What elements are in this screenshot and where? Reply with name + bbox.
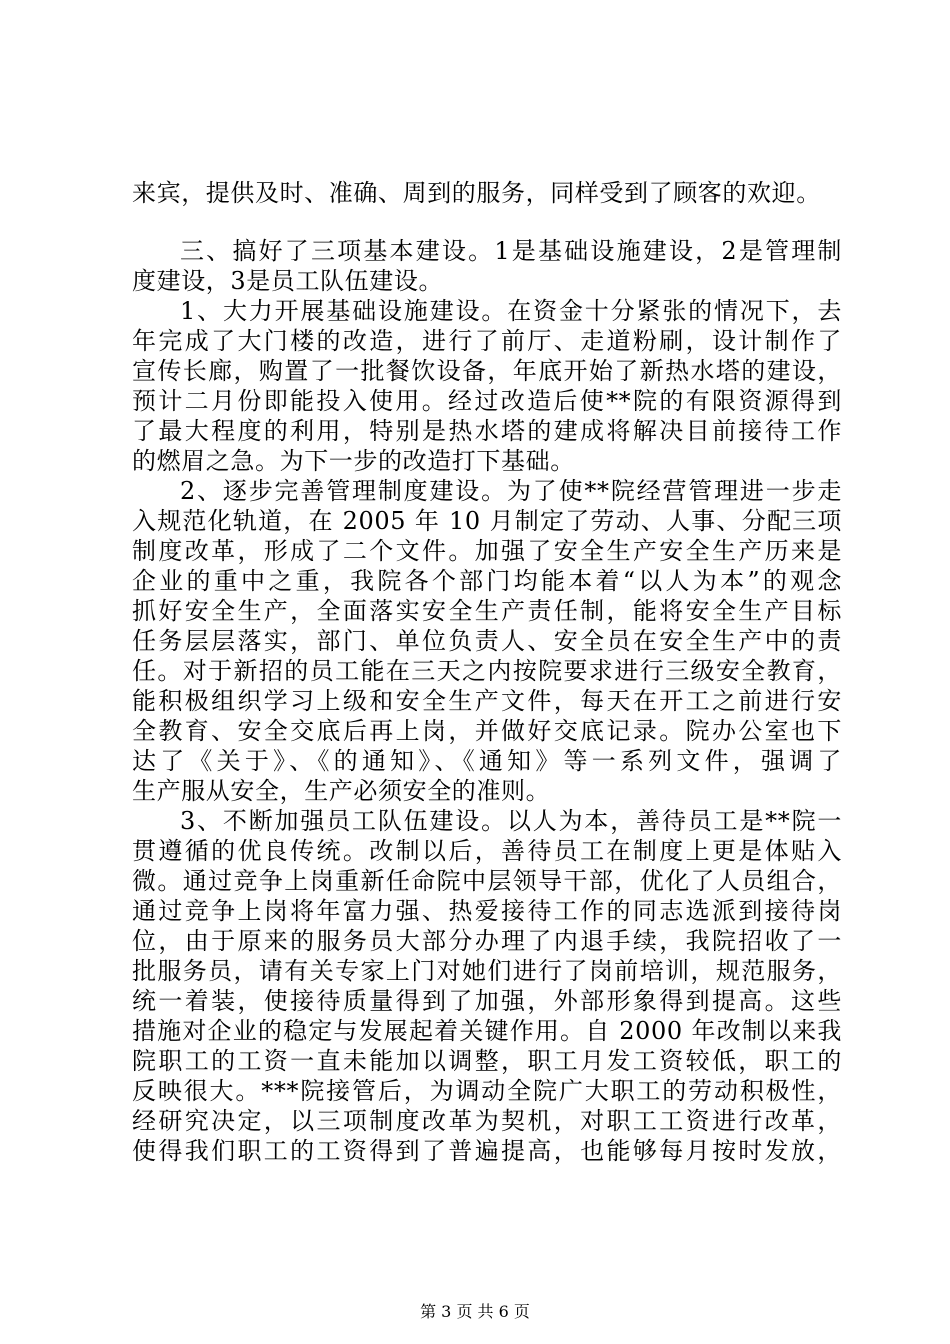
text-line: 制度改革，形成了二个文件。加强了安全生产安全生产历来是 [132, 537, 842, 565]
text-line: 经研究决定，以三项制度改革为契机，对职工工资进行改革， [132, 1107, 842, 1135]
text-line: 通过竞争上岗将年富力强、热爱接待工作的同志选派到接待岗 [132, 897, 842, 925]
text-line: 统一着装，使接待质量得到了加强，外部形象得到提高。这些 [132, 987, 842, 1015]
paragraph-section-3 [132, 236, 842, 296]
text-line: 措施对企业的稳定与发展起着关键作用。自 2000 年改制以来我 [132, 1017, 842, 1045]
text-line: 能积极组织学习上级和安全生产文件，每天在开工之前进行安 [132, 687, 842, 715]
text-line: 抓好安全生产，全面落实安全生产责任制，能将安全生产目标 [132, 597, 842, 625]
text-line: 位，由于原来的服务员大部分办理了内退手续，我院招收了一 [132, 927, 842, 955]
text-line: 预计二月份即能投入使用。经过改造后使**院的有限资源得到 [132, 387, 842, 415]
text-line: 企业的重中之重，我院各个部门均能本着“以人为本”的观念 [132, 567, 842, 595]
text-line: 三、搞好了三项基本建设。1是基础设施建设，2是管理制 [180, 237, 842, 265]
text-line: 全教育、安全交底后再上岗，并做好交底记录。院办公室也下 [132, 717, 842, 745]
text-line: 年完成了大门楼的改造，进行了前厅、走道粉刷，设计制作了 [132, 327, 842, 355]
text-line: 2、逐步完善管理制度建设。为了使**院经营管理进一步走 [180, 477, 842, 505]
text-line: 生产服从安全，生产必须安全的准则。 [132, 777, 551, 805]
text-line: 使得我们职工的工资得到了普遍提高，也能够每月按时发放， [132, 1137, 842, 1165]
paragraph-gap [132, 208, 842, 236]
text-line: 微。通过竞争上岗重新任命院中层领导干部，优化了人员组合， [132, 867, 842, 895]
text-line: 达了《关于》、《的通知》、《通知》等一系列文件，强调了 [132, 747, 842, 775]
text-line: 度建设，3是员工队伍建设。 [132, 267, 444, 295]
text-line: 宣传长廊，购置了一批餐饮设备，年底开始了新热水塔的建设， [132, 357, 842, 385]
text-line: 任。对于新招的员工能在三天之内按院要求进行三级安全教育， [132, 657, 842, 685]
text-line: 任务层层落实，部门、单位负责人、安全员在安全生产中的责 [132, 627, 842, 655]
text-line: 贯遵循的优良传统。改制以后，善待员工在制度上更是体贴入 [132, 837, 842, 865]
paragraph-item-1 [132, 296, 842, 476]
page-number: 第 3 页 共 6 页 [420, 1302, 530, 1321]
document-body [132, 178, 842, 1166]
text-line: 了最大程度的利用，特别是热水塔的建成将解决目前接待工作 [132, 417, 842, 445]
text-line: 1、大力开展基础设施建设。在资金十分紧张的情况下，去 [180, 297, 842, 325]
text-line: 入规范化轨道，在 2005 年 10 月制定了劳动、人事、分配三项 [132, 507, 842, 535]
paragraph-item-3 [132, 806, 842, 1166]
text-line: 反映很大。***院接管后，为调动全院广大职工的劳动积极性， [132, 1077, 842, 1105]
text-line: 来宾，提供及时、准确、周到的服务，同样受到了顾客的欢迎。 [132, 179, 821, 207]
page-footer [0, 1302, 950, 1322]
paragraph-item-2 [132, 476, 842, 806]
text-line: 3、不断加强员工队伍建设。以人为本，善待员工是**院一 [180, 807, 842, 835]
text-line: 院职工的工资一直未能加以调整，职工月发工资较低，职工的 [132, 1047, 842, 1075]
text-line: 的燃眉之急。为下一步的改造打下基础。 [132, 447, 575, 475]
text-line: 批服务员，请有关专家上门对她们进行了岗前培训，规范服务， [132, 957, 842, 985]
paragraph-continuation [132, 178, 842, 208]
